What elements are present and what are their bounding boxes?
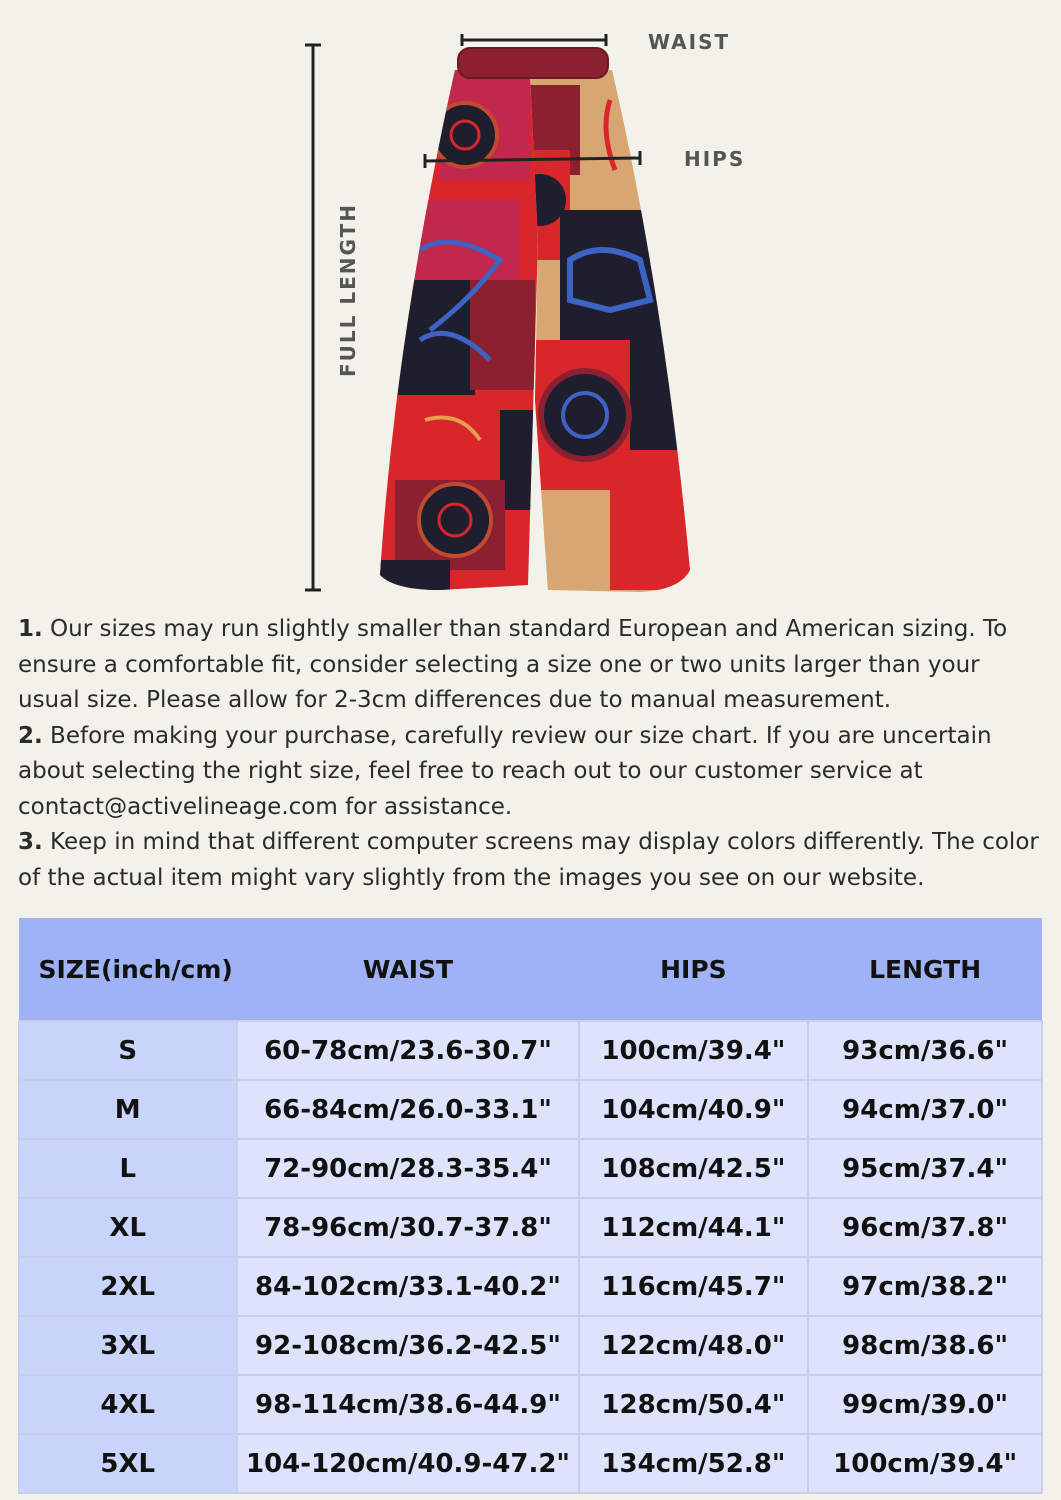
size-cell: 2XL (19, 1257, 238, 1316)
waist-cell: 92-108cm/36.2-42.5" (237, 1316, 578, 1375)
length-cell: 99cm/39.0" (808, 1375, 1042, 1434)
size-notes (18, 612, 1048, 896)
size-cell: XL (19, 1198, 238, 1257)
table-row (19, 1375, 1043, 1434)
size-cell: 4XL (19, 1375, 238, 1434)
length-cell: 93cm/36.6" (808, 1021, 1042, 1080)
size-chart-table (18, 918, 1043, 1494)
header-waist: WAIST (237, 918, 578, 1021)
hips-cell: 100cm/39.4" (579, 1021, 809, 1080)
table-row (19, 1021, 1043, 1080)
table-header-row (19, 918, 1043, 1021)
note-number: 3. (18, 829, 43, 855)
table-row (19, 1139, 1043, 1198)
waist-cell: 104-120cm/40.9-47.2" (237, 1434, 578, 1493)
note-1 (18, 612, 1048, 719)
note-number: 1. (18, 616, 43, 642)
note-text: Before making your purchase, carefully review our size chart. If you are uncertain about selecting the right size, feel free to reach out to our customer service at contact@activelineage.com for assistance. (18, 722, 992, 820)
table-row (19, 1198, 1043, 1257)
table-row (19, 1080, 1043, 1139)
product-figure (0, 0, 1061, 600)
waist-label: WAIST (648, 30, 731, 54)
hips-cell: 104cm/40.9" (579, 1080, 809, 1139)
note-number: 2. (18, 722, 43, 749)
hips-cell: 128cm/50.4" (579, 1375, 809, 1434)
hips-cell: 122cm/48.0" (579, 1316, 809, 1375)
table-row (19, 1434, 1043, 1493)
length-cell: 95cm/37.4" (808, 1139, 1042, 1198)
header-length: LENGTH (808, 918, 1042, 1021)
size-cell: 5XL (19, 1434, 238, 1493)
hips-cell: 116cm/45.7" (579, 1257, 809, 1316)
size-cell: S (19, 1021, 238, 1080)
length-cell: 98cm/38.6" (808, 1316, 1042, 1375)
hips-cell: 108cm/42.5" (579, 1139, 809, 1198)
length-cell: 100cm/39.4" (808, 1434, 1042, 1493)
note-text: Our sizes may run slightly smaller than standard European and American sizing. To ensure a comfortable fit, consider selecting a size one or two units larger than your usual size. Please allow for 2-3cm differences due to manual measurement. (18, 616, 1008, 713)
hips-cell: 112cm/44.1" (579, 1198, 809, 1257)
waist-cell: 84-102cm/33.1-40.2" (237, 1257, 578, 1316)
note-3 (18, 825, 1048, 896)
length-cell: 94cm/37.0" (808, 1080, 1042, 1139)
length-label: FULL LENGTH (336, 203, 360, 377)
note-text: Keep in mind that different computer screens may display colors differently. The color of the actual item might vary slightly from the images you see on our website. (18, 829, 1039, 891)
header-size: SIZE(inch/cm) (19, 918, 238, 1021)
size-cell: L (19, 1139, 238, 1198)
waist-cell: 72-90cm/28.3-35.4" (237, 1139, 578, 1198)
size-cell: M (19, 1080, 238, 1139)
table-row (19, 1257, 1043, 1316)
waist-cell: 78-96cm/30.7-37.8" (237, 1198, 578, 1257)
hips-cell: 134cm/52.8" (579, 1434, 809, 1493)
table-row (19, 1316, 1043, 1375)
waist-cell: 98-114cm/38.6-44.9" (237, 1375, 578, 1434)
note-2 (18, 719, 1048, 826)
size-cell: 3XL (19, 1316, 238, 1375)
hips-label: HIPS (684, 147, 746, 171)
waist-cell: 66-84cm/26.0-33.1" (237, 1080, 578, 1139)
length-cell: 97cm/38.2" (808, 1257, 1042, 1316)
header-hips: HIPS (579, 918, 809, 1021)
pants-illustration (0, 0, 1061, 600)
waist-cell: 60-78cm/23.6-30.7" (237, 1021, 578, 1080)
length-cell: 96cm/37.8" (808, 1198, 1042, 1257)
